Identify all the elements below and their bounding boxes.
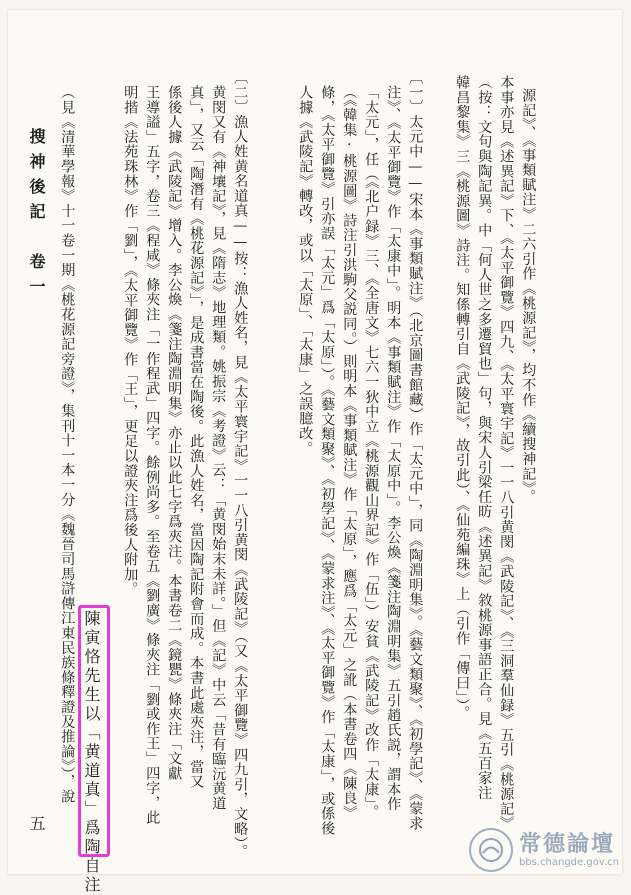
- note-2-column-2: 黄閔又有《神壤記》，見《隋志》地理類。姚振宗《考證》云：「黄閔始末未詳。」但《記》中云「昔有臨沅黄道: [210, 85, 227, 811]
- note-2-column-3: 真」，又云「陶潛有《桃花源記》」，是成書當在陶後。此漁人姓名，當因陶記附會而成。本書此處夾注，當又: [188, 85, 205, 789]
- note-1-column-1: 〔一〕太元中——宋本《事類賦注》（北京圖書館藏）作「太元中」，同《陶淵明集》。《藝文類聚》、《初學記》、《蒙求: [407, 70, 424, 831]
- text-column-2: 本事亦見《述異記》下、《太平御覽》四九、《太平寰宇記》一一八引黄閔《武陵記》、《三洞羣仙録》五引《桃源記》: [498, 75, 515, 831]
- note-2-column-6: 明揩《法苑珠林》作「劉」，《太平御覽》作「王」，更足以證夾注爲後人附加。: [122, 85, 139, 597]
- emblem-icon: [469, 828, 513, 872]
- note-1-column-4: （《韓集·桃源圖》詩注引洪駒父説同。）則明本《事類賦注》作「太原」，應爲「太元」之訛（本書卷四《陳良》: [341, 85, 358, 821]
- note-2-column-5: 王導謚」五字，卷三《程咸》條夾注「一作程武」四字。餘例尚多。至卷五《劉廣》條夾注「劉或作王」四字，此: [144, 85, 161, 825]
- note-2-column-1: 〔二〕漁人姓黄名道真——按：漁人姓名，見《太平寰宇記》一一八引黄閔《武陵記》（又《太平御覽》四九引，文略）。: [232, 70, 249, 859]
- page-number: 五: [27, 815, 46, 831]
- note-2-column-7: （見《清華學報》十一卷一期《桃花源記旁證》，集刊十一本一分《魏晉司馬滸傳江東民族條釋證及推論》），說: [59, 85, 76, 804]
- note-1-column-6: 人據《武陵記》轉改，或以「太原」、「太康」之誤臆改。: [297, 85, 314, 456]
- note-1-column-2: 注》、《太平御覽》作「太康中」。明本《事類賦注》作「太原中」。李公煥《箋注陶淵明集》五引趙氏説，謂本作: [385, 85, 402, 812]
- watermark-title: 常德論壇: [518, 831, 615, 858]
- highlighted-annotation: 陳寅恪先生以「黄道真」爲陶自注: [82, 610, 101, 895]
- forum-watermark: [469, 828, 619, 872]
- note-2-column-4: 係後人據《武陵記》增入。李公煥《箋注陶淵明集》亦止以此七字爲夾注。本書卷二《鏡甖》條夾注「文獻: [166, 85, 183, 781]
- text-column-4: 韓昌黎集》三《桃源圖》詩注。知係轉引自《武陵記》，故引此）、《仙苑編珠》上（引作「傳曰」）。: [454, 75, 471, 721]
- text-column-1: 源記》、《事類賦注》二六引作《桃源記》，均不作《續搜神記》。: [520, 88, 537, 504]
- note-1-column-5: 條，《太平御覽》引亦誤「太元」爲「太原」）。《藝文類聚》、《初學記》、《蒙求注》、《太平御覽》作「太康」，或係後: [319, 85, 336, 836]
- text-column-3: （按：文句與陶記異。中「何人世之多遷貿也」句，與宋人引梁任昉《述異記》敘桃源事語正合。見《五百家注: [476, 75, 493, 801]
- running-header: 搜神後記 卷一: [27, 128, 46, 303]
- note-1-column-3: 「太元」，任（《北户録》三、《全唐文》七六一狄中立《桃源觀山界記》作「伍」）安貧《武陵記》改作「太康」。: [363, 85, 380, 820]
- watermark-url: bbs.changde.gov.cn: [518, 856, 619, 868]
